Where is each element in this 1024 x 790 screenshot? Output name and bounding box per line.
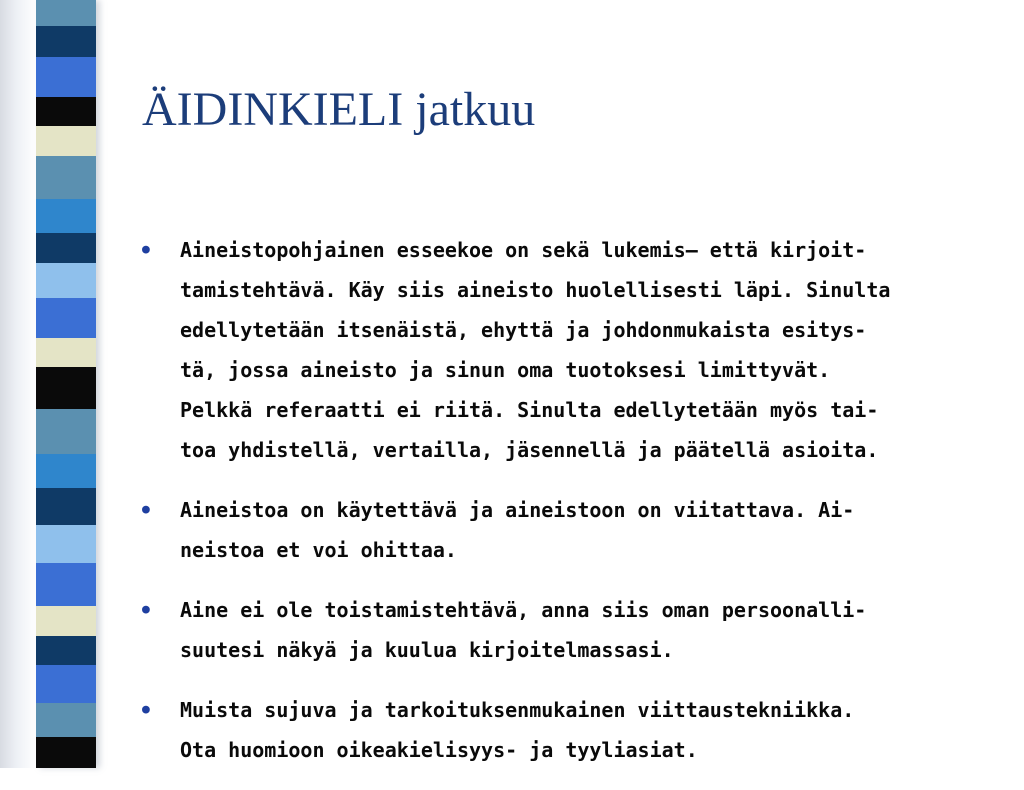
stripe-segment — [36, 298, 96, 339]
bullet-text: Aine ei ole toistamistehtävä, anna siis oman persoonalli- suutesi näkyä ja kuulua kirjoitelmassasi. — [180, 598, 867, 662]
stripe-segment — [36, 606, 96, 636]
decorative-stripe-column — [36, 0, 96, 768]
bullet-text: Aineistoa on käytettävä ja aineistoon on viitattava. Ai- neistoa et voi ohittaa. — [180, 498, 855, 562]
stripe-segment — [36, 703, 96, 737]
bullet-item — [142, 690, 992, 770]
stripe-segment — [36, 338, 96, 366]
stripe-segment — [36, 525, 96, 564]
left-edge-shadow — [0, 0, 36, 768]
bullet-list — [142, 230, 992, 790]
stripe-segment — [36, 454, 96, 488]
bullet-text: Aineistopohjainen esseekoe on sekä lukemis– että kirjoit- tamistehtävä. Käy siis aineisto huolellisesti läpi. Sinulta edellytetään itsenäistä, ehyttä ja johdonmukaista esitys- tä, jossa aineisto ja sinun oma tuotoksesi limittyvät. Pelkkä referaatti ei riitä. Sinulta edellytetään myös tai- toa yhdistellä, vertailla, jäsennellä ja päätellä asioita. — [180, 238, 891, 462]
bullet-text: Muista sujuva ja tarkoituksenmukainen viittaustekniikka. Ota huomioon oikeakielisyys- ja tyyliasiat. — [180, 698, 855, 762]
stripe-segment — [36, 563, 96, 606]
stripe-segment — [36, 233, 96, 263]
stripe-segment — [36, 636, 96, 664]
stripe-segment — [36, 263, 96, 297]
stripe-segment — [36, 97, 96, 125]
stripe-segment — [36, 488, 96, 524]
bullet-dot-icon: ● — [142, 242, 150, 257]
stripe-segment — [36, 409, 96, 454]
bullet-item — [142, 490, 992, 570]
stripe-segment — [36, 126, 96, 156]
stripe-segment — [36, 199, 96, 233]
stripe-segment — [36, 737, 96, 767]
stripe-segment — [36, 26, 96, 56]
stripe-segment — [36, 367, 96, 410]
stripe-segment — [36, 57, 96, 98]
bullet-dot-icon: ● — [142, 702, 150, 717]
bullet-dot-icon: ● — [142, 502, 150, 517]
slide-title: ÄIDINKIELI jatkuu — [142, 83, 536, 136]
bullet-item — [142, 230, 992, 470]
bullet-item — [142, 590, 992, 670]
stripe-segment — [36, 665, 96, 704]
stripe-segment — [36, 0, 96, 26]
stripe-segment — [36, 156, 96, 199]
bullet-dot-icon: ● — [142, 602, 150, 617]
